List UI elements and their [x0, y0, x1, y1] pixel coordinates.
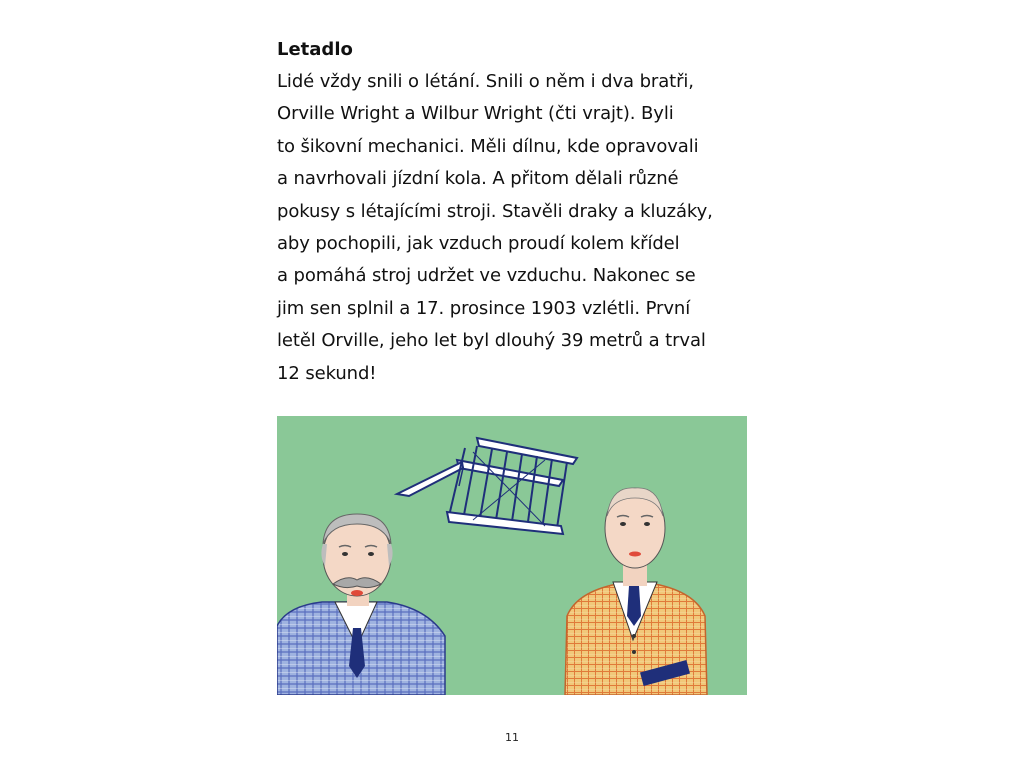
paragraph-line: pokusy s létajícími stroji. Stavěli draky a kluzáky, — [277, 200, 713, 222]
paragraph-line: 12 sekund! — [277, 362, 377, 384]
wright-brothers-illustration — [277, 416, 747, 695]
article-text — [277, 34, 777, 390]
paragraph-line: Orville Wright a Wilbur Wright (čti vrajt). Byli — [277, 103, 674, 125]
paragraph-line: a navrhovali jízdní kola. A přitom dělali různé — [277, 168, 679, 190]
paragraph-line: aby pochopili, jak vzduch proudí kolem křídel — [277, 233, 680, 255]
orville-portrait-icon — [277, 514, 445, 695]
paragraph-line: Lidé vždy snili o létání. Snili o něm i dva bratři, — [277, 71, 694, 92]
wilbur-portrait-icon — [565, 488, 707, 695]
paragraph-line: to šikovní mechanici. Měli dílnu, kde opravovali — [277, 135, 699, 157]
paragraph-line: a pomáhá stroj udržet ve vzduchu. Nakonec se — [277, 265, 696, 287]
paragraph-line: jim sen splnil a 17. prosince 1903 vzlétli. První — [277, 297, 691, 319]
glider-icon — [397, 438, 577, 534]
page-number: 11 — [505, 731, 519, 744]
paragraph-line: letěl Orville, jeho let byl dlouhý 39 metrů a trval — [277, 330, 706, 352]
article-heading: Letadlo — [277, 39, 353, 60]
